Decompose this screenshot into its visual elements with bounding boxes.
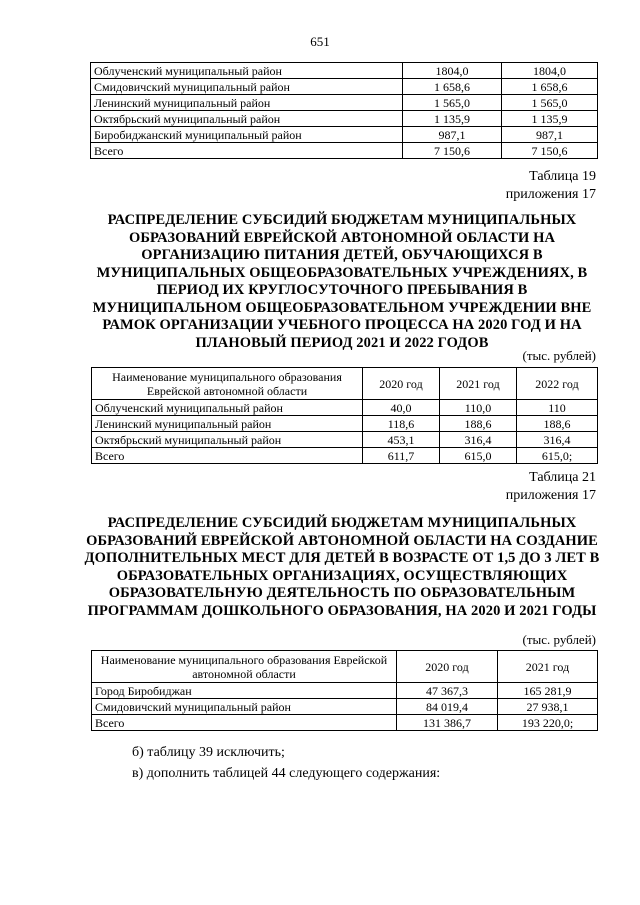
table-row bbox=[92, 400, 598, 416]
cell-value: 987,1 bbox=[403, 127, 502, 143]
cell-name: Ленинский муниципальный район bbox=[91, 95, 403, 111]
table-19-label: Таблица 19 bbox=[529, 169, 596, 184]
cell-value: 1 565,0 bbox=[502, 95, 598, 111]
table-21 bbox=[91, 650, 598, 731]
cell-value: 1804,0 bbox=[502, 63, 598, 79]
table-row bbox=[92, 683, 598, 699]
cell-value: 316,4 bbox=[517, 432, 598, 448]
table-row bbox=[92, 699, 598, 715]
cell-value: 7 150,6 bbox=[403, 143, 502, 159]
header-name: Наименование муниципального образования Еврейской автономной области bbox=[92, 368, 363, 400]
cell-value: 110 bbox=[517, 400, 598, 416]
table-row bbox=[91, 127, 598, 143]
table-19-title: РАСПРЕДЕЛЕНИЕ СУБСИДИЙ БЮДЖЕТАМ МУНИЦИПАЛЬНЫХ ОБРАЗОВАНИЙ ЕВРЕЙСКОЙ АВТОНОМНОЙ ОБЛАСТИ НА ОРГАНИЗАЦИЮ ПИТАНИЯ ДЕТЕЙ, ОБУЧАЮЩИХСЯ В МУНИЦИПАЛЬНЫХ ОБЩЕОБРАЗОВАТЕЛЬНЫХ УЧРЕЖДЕНИЯХ, В ПЕРИОД ИХ КРУГЛОСУТОЧНОГО ПРЕБЫВАНИЯ В МУНИЦИПАЛЬНОМ ОБЩЕОБРАЗОВАТЕЛЬНОМ УЧРЕЖДЕНИИ ВНЕ РАМОК ОРГАНИЗАЦИИ УЧЕБНОГО ПРОЦЕССА НА 2020 ГОД И НА ПЛАНОВЫЙ ПЕРИОД 2021 И 2022 ГОДОВ bbox=[92, 212, 592, 351]
cell-value: 1 658,6 bbox=[403, 79, 502, 95]
table-21-unit: (тыс. рублей) bbox=[522, 632, 596, 647]
cell-name: Смидовичский муниципальный район bbox=[92, 699, 397, 715]
table-header-row bbox=[92, 368, 598, 400]
header-year: 2021 год bbox=[440, 368, 517, 400]
header-year: 2020 год bbox=[363, 368, 440, 400]
page-number: 651 bbox=[310, 34, 330, 49]
cell-value: 615,0 bbox=[440, 448, 517, 464]
cell-name: Смидовичский муниципальный район bbox=[91, 79, 403, 95]
table-21-appendix-label: приложения 17 bbox=[505, 488, 596, 503]
cell-value: 7 150,6 bbox=[502, 143, 598, 159]
cell-value: 1 135,9 bbox=[403, 111, 502, 127]
cell-value: 453,1 bbox=[363, 432, 440, 448]
cell-name: Облученский муниципальный район bbox=[92, 400, 363, 416]
table-row bbox=[92, 432, 598, 448]
table-row bbox=[92, 416, 598, 432]
cell-value: 165 281,9 bbox=[498, 683, 598, 699]
table-continued bbox=[90, 62, 598, 159]
cell-name: Всего bbox=[91, 143, 403, 159]
cell-value: 316,4 bbox=[440, 432, 517, 448]
header-year: 2022 год bbox=[517, 368, 598, 400]
table-21-label: Таблица 21 bbox=[529, 470, 596, 485]
cell-name: Биробиджанский муниципальный район bbox=[91, 127, 403, 143]
cell-value: 188,6 bbox=[440, 416, 517, 432]
header-year: 2021 год bbox=[498, 651, 598, 683]
cell-value: 131 386,7 bbox=[397, 715, 498, 731]
table-19-unit: (тыс. рублей) bbox=[522, 348, 596, 363]
cell-name: Ленинский муниципальный район bbox=[92, 416, 363, 432]
table-21-title: РАСПРЕДЕЛЕНИЕ СУБСИДИЙ БЮДЖЕТАМ МУНИЦИПАЛЬНЫХ ОБРАЗОВАНИЙ ЕВРЕЙСКОЙ АВТОНОМНОЙ ОБЛАСТИ НА СОЗДАНИЕ ДОПОЛНИТЕЛЬНЫХ МЕСТ ДЛЯ ДЕТЕЙ В ВОЗРАСТЕ ОТ 1,5 ДО 3 ЛЕТ В ОБРАЗОВАТЕЛЬНЫХ ОРГАНИЗАЦИЯХ, ОСУЩЕСТВЛЯЮЩИХ ОБРАЗОВАТЕЛЬНУЮ ДЕЯТЕЛЬНОСТЬ ПО ОБРАЗОВАТЕЛЬНЫМ ПРОГРАММАМ ДОШКОЛЬНОГО ОБРАЗОВАНИЯ, НА 2020 И 2021 ГОДЫ bbox=[84, 515, 600, 619]
cell-name: Город Биробиджан bbox=[92, 683, 397, 699]
table-19-appendix-label: приложения 17 bbox=[505, 187, 596, 202]
cell-value: 188,6 bbox=[517, 416, 598, 432]
table-row bbox=[91, 79, 598, 95]
cell-value: 615,0; bbox=[517, 448, 598, 464]
item-v-text: в) дополнить таблицей 44 следующего содержания: bbox=[132, 766, 441, 781]
table-header-row bbox=[92, 651, 598, 683]
cell-value: 47 367,3 bbox=[397, 683, 498, 699]
cell-value: 27 938,1 bbox=[498, 699, 598, 715]
header-year: 2020 год bbox=[397, 651, 498, 683]
cell-value: 84 019,4 bbox=[397, 699, 498, 715]
cell-value: 987,1 bbox=[502, 127, 598, 143]
cell-name: Всего bbox=[92, 448, 363, 464]
item-b-text: б) таблицу 39 исключить; bbox=[132, 745, 285, 760]
cell-name: Облученский муниципальный район bbox=[91, 63, 403, 79]
cell-name: Октябрьский муниципальный район bbox=[92, 432, 363, 448]
cell-value: 193 220,0; bbox=[498, 715, 598, 731]
cell-value: 110,0 bbox=[440, 400, 517, 416]
cell-value: 611,7 bbox=[363, 448, 440, 464]
table-row bbox=[91, 111, 598, 127]
cell-name: Октябрьский муниципальный район bbox=[91, 111, 403, 127]
cell-value: 118,6 bbox=[363, 416, 440, 432]
cell-name: Всего bbox=[92, 715, 397, 731]
header-name: Наименование муниципального образования Еврейской автономной области bbox=[92, 651, 397, 683]
table-19 bbox=[91, 367, 598, 464]
cell-value: 40,0 bbox=[363, 400, 440, 416]
cell-value: 1 658,6 bbox=[502, 79, 598, 95]
table-row bbox=[91, 63, 598, 79]
table-row bbox=[91, 95, 598, 111]
table-row-total bbox=[91, 143, 598, 159]
table-row-total bbox=[92, 715, 598, 731]
cell-value: 1804,0 bbox=[403, 63, 502, 79]
cell-value: 1 135,9 bbox=[502, 111, 598, 127]
cell-value: 1 565,0 bbox=[403, 95, 502, 111]
table-row-total bbox=[92, 448, 598, 464]
